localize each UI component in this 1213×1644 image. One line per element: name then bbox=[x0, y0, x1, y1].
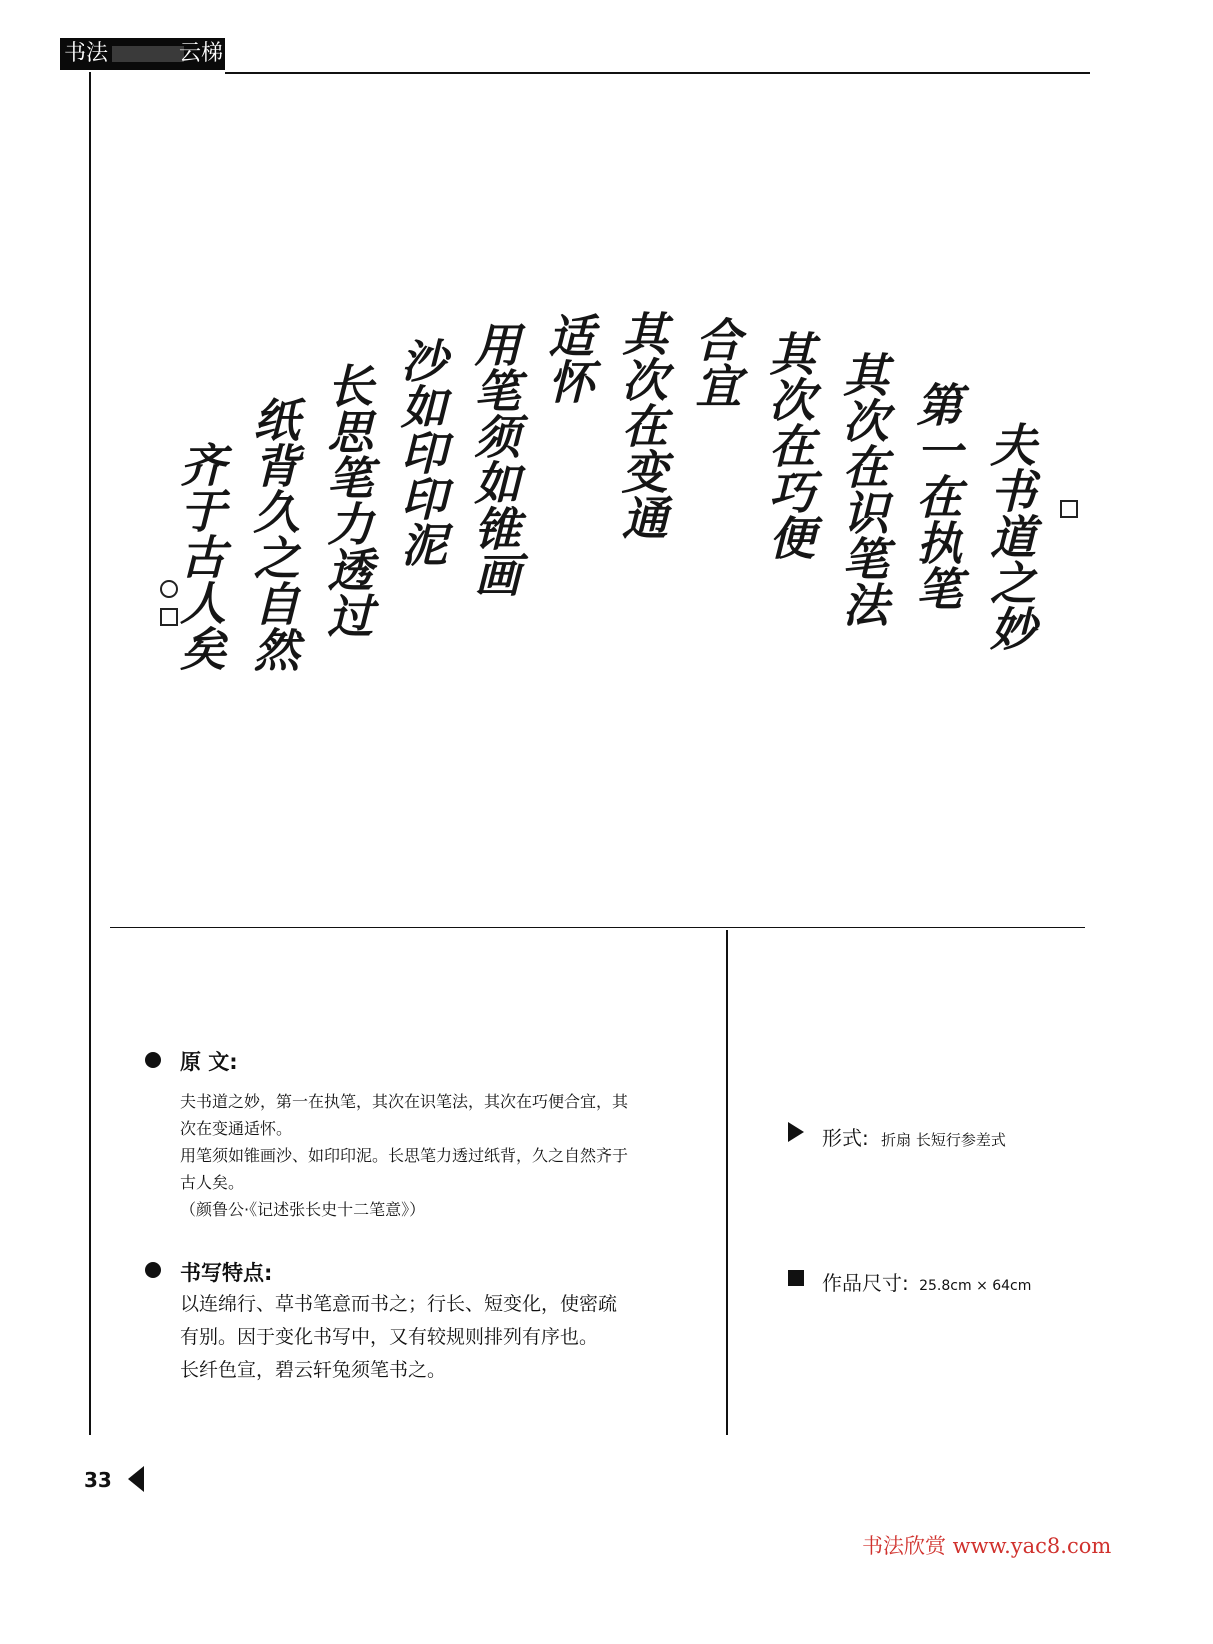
header-right: 云梯 bbox=[178, 41, 223, 66]
fan-column: 其次在变通 bbox=[614, 310, 669, 541]
text-line: 古人矣。 bbox=[180, 1173, 245, 1192]
text-line: 用笔须如锥画沙、如印印泥。长思笔力透过纸背，久之自然齐于 bbox=[180, 1146, 629, 1165]
size-info bbox=[822, 1267, 1031, 1296]
square-bullet-icon bbox=[788, 1270, 804, 1286]
fan-column: 其次在巧便 bbox=[762, 329, 817, 560]
fan-column: 第一在执笔 bbox=[909, 381, 964, 612]
seal-stamp bbox=[1060, 500, 1078, 518]
form-info bbox=[822, 1122, 1006, 1151]
section-rule bbox=[110, 927, 1085, 928]
header-left: 书法 bbox=[64, 41, 109, 66]
features-text bbox=[180, 1288, 617, 1387]
text-line: 长纤色宣，碧云轩兔须笔书之。 bbox=[180, 1359, 447, 1381]
fan-column: 齐于古人矣 bbox=[173, 440, 227, 671]
fan-column: 沙如印印泥 bbox=[393, 337, 448, 568]
bullet-icon bbox=[145, 1052, 161, 1068]
page-number: 33 bbox=[84, 1468, 112, 1492]
fan-column: 夫书道之妙 bbox=[983, 421, 1037, 652]
text-line: 有别。因于变化书写中，又有较规则排列有序也。 bbox=[180, 1326, 599, 1348]
text-line: 夫书道之妙，第一在执笔，其次在识笔法，其次在巧便合宜，其 bbox=[180, 1092, 629, 1111]
source-citation: （颜鲁公·《记述张长史十二笔意》） bbox=[180, 1200, 426, 1219]
fan-column: 纸背久之自然 bbox=[246, 396, 301, 673]
fan-column: 合宜 bbox=[688, 316, 743, 409]
header-ornament bbox=[112, 46, 184, 62]
size-value: 25.8cm × 64cm bbox=[919, 1278, 1032, 1294]
bullet-icon bbox=[145, 1262, 161, 1278]
original-heading: 原 文: bbox=[180, 1050, 238, 1074]
form-label: 形式: bbox=[822, 1126, 869, 1150]
fan-column: 适怀 bbox=[541, 311, 596, 404]
seal-stamp bbox=[160, 580, 178, 598]
form-value: 折扇 长短行参差式 bbox=[881, 1131, 1006, 1149]
text-line: 以连绵行、草书笔意而书之；行长、短变化，使密疏 bbox=[180, 1293, 618, 1315]
seal-stamp bbox=[160, 608, 178, 626]
text-line: 次在变通适怀。 bbox=[180, 1119, 293, 1138]
original-text bbox=[180, 1088, 628, 1223]
fan-column: 其次在识笔法 bbox=[835, 350, 890, 627]
fan-column: 用笔须如锥画 bbox=[467, 320, 522, 597]
header-rule bbox=[225, 72, 1090, 74]
watermark: 书法欣赏 www.yac8.com bbox=[862, 1534, 1112, 1558]
triangle-bullet-icon bbox=[788, 1122, 804, 1142]
features-heading: 书写特点: bbox=[180, 1261, 273, 1285]
column-divider bbox=[726, 930, 728, 1435]
size-label: 作品尺寸: bbox=[822, 1271, 909, 1295]
page-arrow-icon bbox=[128, 1466, 144, 1492]
fan-column: 长思笔力透过 bbox=[320, 362, 375, 639]
left-margin-rule bbox=[89, 72, 91, 1435]
running-header bbox=[60, 38, 225, 70]
